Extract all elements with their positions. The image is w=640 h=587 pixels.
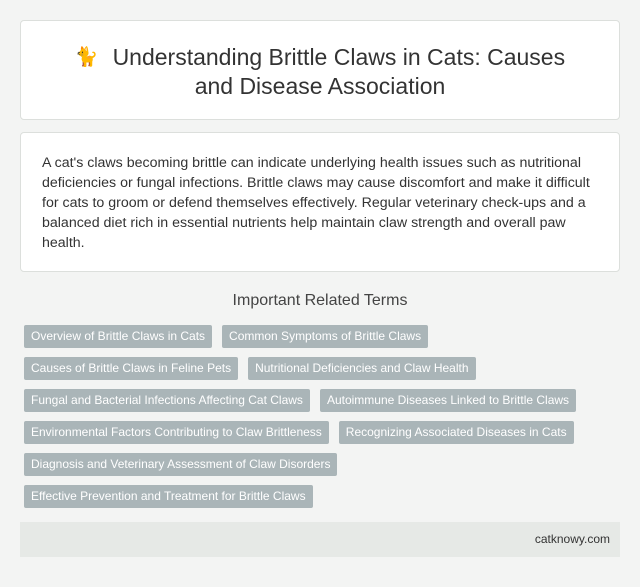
term-tag[interactable]: Overview of Brittle Claws in Cats [24,325,212,348]
term-row [24,357,620,389]
related-terms-list [24,325,620,517]
title-card [20,20,620,120]
term-tag[interactable]: Diagnosis and Veterinary Assessment of Claw Disorders [24,453,337,476]
cat-icon: 🐈 [74,47,99,68]
term-tag[interactable]: Fungal and Bacterial Infections Affecting Cat Claws [24,389,310,412]
term-row [24,485,620,517]
description-text: A cat's claws becoming brittle can indicate underlying health issues such as nutritional deficiencies or fungal infections. Brittle claws may cause discomfort and make it difficult for cats to groom or defend themselves effectively. Regular veterinary check-ups and a balanced diet rich in essential nutrients help maintain claw strength and overall paw health. [42,155,590,251]
footer [20,522,620,557]
term-row [24,389,620,421]
term-row [24,421,620,453]
term-tag[interactable]: Environmental Factors Contributing to Claw Brittleness [24,421,329,444]
term-row [24,453,620,485]
term-tag[interactable]: Recognizing Associated Diseases in Cats [339,421,574,444]
term-row [24,325,620,357]
page-title [21,43,619,101]
related-terms-heading: Important Related Terms [232,292,408,309]
footer-site[interactable]: catknowy.com [534,532,610,546]
term-tag[interactable]: Autoimmune Diseases Linked to Brittle Claws [320,389,576,412]
term-tag[interactable]: Effective Prevention and Treatment for Brittle Claws [24,485,313,508]
title-line-2: and Disease Association [194,73,446,99]
term-tag[interactable]: Nutritional Deficiencies and Claw Health [248,357,475,380]
title-line-1: Understanding Brittle Claws in Cats: Causes [112,44,566,70]
term-tag[interactable]: Common Symptoms of Brittle Claws [222,325,428,348]
term-tag[interactable]: Causes of Brittle Claws in Feline Pets [24,357,238,380]
description-card [20,132,620,272]
